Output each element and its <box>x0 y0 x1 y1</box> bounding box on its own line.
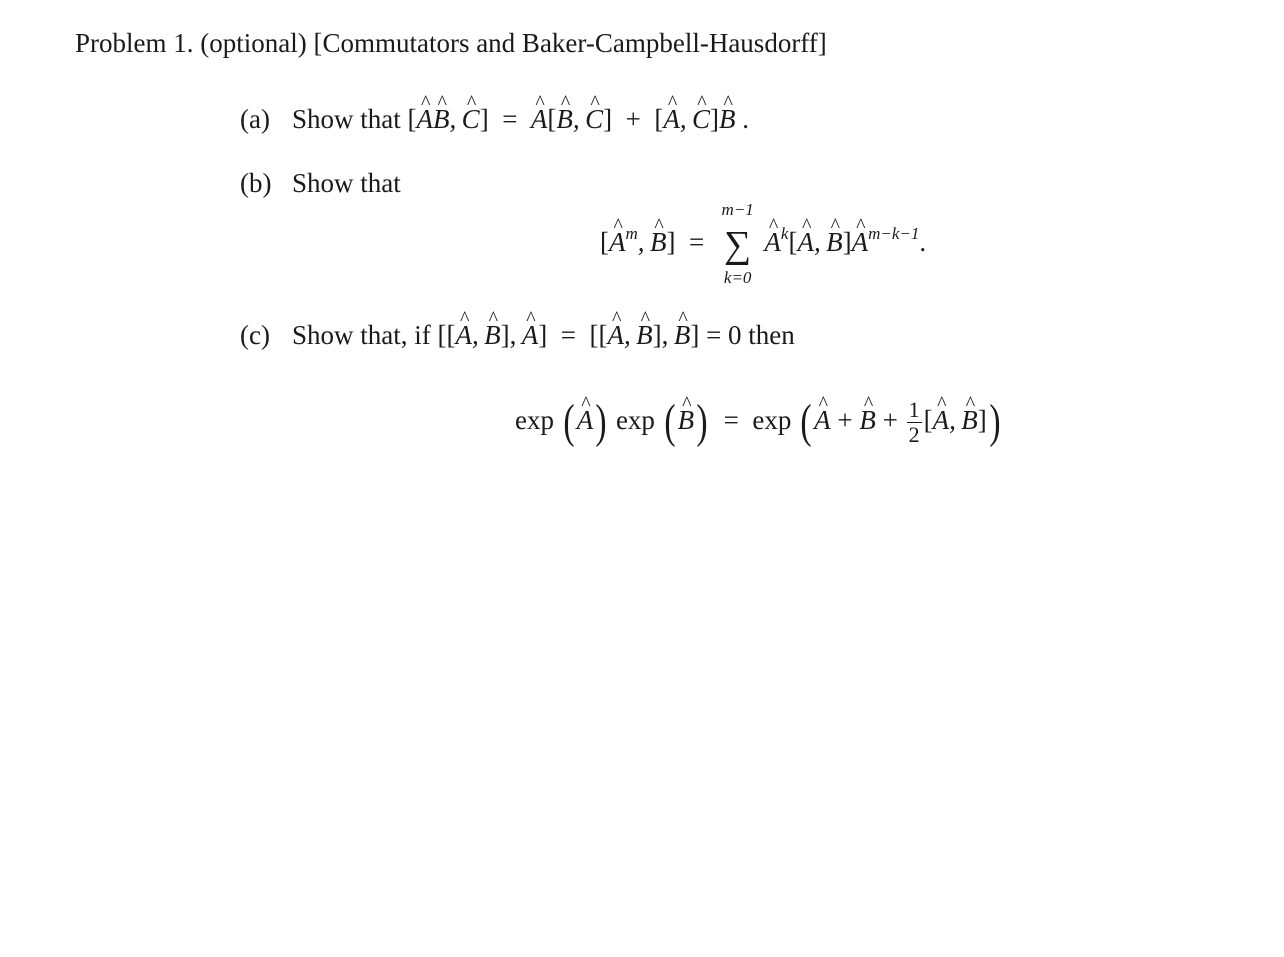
exp-2: exp <box>615 405 655 435</box>
part-c-equation: exp (^ A) exp (^ B) = exp (^ A + ^ B + $\frac{1}{2}$ [^ A, ^ B]) <box>515 398 1003 447</box>
summation: m−1 ∑ k=0 <box>721 200 754 287</box>
part-a-label: (a) <box>240 104 270 134</box>
part-c-condition: [[^ A, ^ B], ^ A] = [[^ A, ^ B], ^ B] <box>438 320 707 350</box>
part-b <box>240 168 401 199</box>
exp-m: m <box>625 224 638 244</box>
part-b-end: . <box>919 227 927 258</box>
part-b-equation: [^ $A^m$, ^ B] = m−1 ∑ k=0 ^ $A^k[\^{}$ A, ^ B]^ $A^{m-k-1}$. <box>600 226 926 264</box>
part-c-text-pre: Show that, if <box>292 320 431 350</box>
part-b-text: Show that <box>292 168 401 198</box>
part-b-label: (b) <box>240 168 272 198</box>
part-a <box>240 104 749 135</box>
part-a-end: . <box>735 104 749 134</box>
one-half: $\frac{1}{2}$ <box>908 397 920 448</box>
exp-k: k <box>780 224 789 244</box>
exp-1: exp <box>515 405 554 435</box>
problem-title: Problem 1. (optional) [Commutators and Baker-Campbell-Hausdorff] <box>75 28 827 58</box>
part-c-text-post: = 0 then <box>706 320 795 350</box>
sum-upper-limit: m−1 <box>721 200 754 219</box>
part-c <box>240 320 795 351</box>
exp-3: exp <box>752 405 792 435</box>
part-a-equation: [^ A^ B, ^ C] = ^ A[^ B, ^ C] + [^ A, ^ C]^ B . <box>408 104 749 134</box>
part-c-label: (c) <box>240 320 270 350</box>
sum-lower-limit: k=0 <box>723 268 752 287</box>
part-a-text: Show that <box>292 104 401 134</box>
exp-m-k-1: m−k−1 <box>868 224 920 244</box>
